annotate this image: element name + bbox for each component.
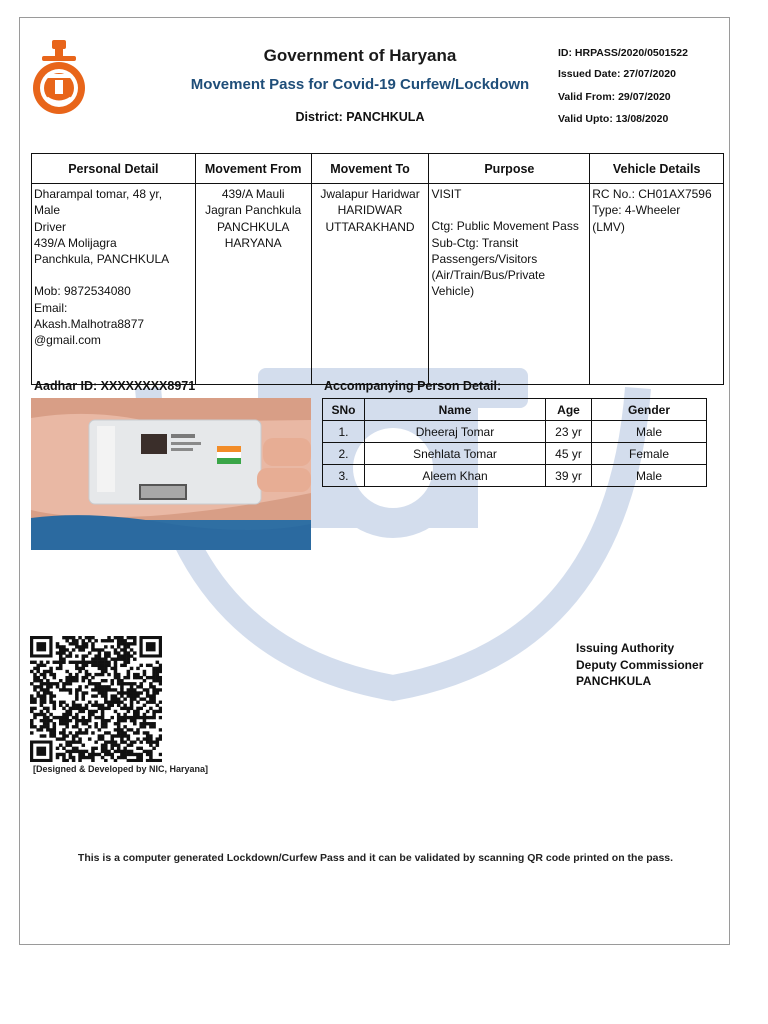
district-label: District: PANCHKULA (295, 110, 425, 124)
acc-cell-age: 45 yr (546, 443, 592, 465)
valid-from: Valid From: 29/07/2020 (558, 91, 671, 103)
header-personal-detail: Personal Detail (32, 154, 196, 184)
acc-cell-gender: Male (592, 465, 707, 487)
to-line: UTTARAKHAND (325, 219, 415, 234)
email-value: @gmail.com (34, 333, 101, 348)
purpose-line: Sub-Ctg: Transit (431, 235, 519, 250)
acc-cell-gender: Male (592, 421, 707, 443)
from-line: PANCHKULA (216, 219, 290, 234)
purpose-line: Passengers/Visitors (431, 251, 538, 266)
personal-line: 439/A Molijagra (34, 235, 117, 250)
acc-header-gender: Gender (592, 399, 707, 421)
acc-cell-sno: 3. (323, 465, 365, 487)
accompanying-person-label: Accompanying Person Detail: (324, 379, 502, 393)
issuer-line: Issuing Authority (576, 641, 675, 655)
valid-upto: Valid Upto: 13/08/2020 (558, 113, 669, 125)
purpose-cell (429, 184, 590, 385)
acc-cell-age: 23 yr (546, 421, 592, 443)
header-vehicle-details: Vehicle Details (590, 154, 724, 184)
acc-cell-name: Aleem Khan (365, 465, 546, 487)
movement-detail-table (31, 153, 724, 385)
haryana-emblem-logo (28, 40, 90, 118)
acc-cell-name: Snehlata Tomar (365, 443, 546, 465)
document-subtitle: Movement Pass for Covid-19 Curfew/Lockdown (190, 76, 530, 93)
table-row (323, 421, 707, 443)
personal-line: Panchkula, PANCHKULA (34, 252, 170, 267)
acc-cell-age: 39 yr (546, 465, 592, 487)
personal-line: Male (34, 203, 61, 218)
header-movement-to: Movement To (311, 154, 429, 184)
movement-to-cell (311, 184, 429, 385)
email-label: Email: (34, 300, 68, 315)
accompanying-person-table (322, 398, 707, 487)
mobile-number: Mob: 9872534080 (34, 284, 131, 299)
issued-date: Issued Date: 27/07/2020 (558, 68, 676, 80)
personal-line: Driver (34, 219, 66, 234)
acc-header-sno: SNo (323, 399, 365, 421)
issuer-line: PANCHKULA (576, 674, 652, 688)
document-title: Government of Haryana (263, 46, 457, 65)
header-movement-from: Movement From (195, 154, 311, 184)
vehicle-line: Type: 4-Wheeler (592, 203, 681, 218)
personal-line: Dharampal tomar, 48 yr, (34, 187, 163, 201)
to-line: HARIDWAR (337, 203, 403, 218)
issuing-authority-block (576, 640, 703, 690)
purpose-line: VISIT (431, 187, 462, 201)
movement-pass-document (19, 17, 730, 945)
table-row (323, 465, 707, 487)
acc-header-age: Age (546, 399, 592, 421)
acc-cell-gender: Female (592, 443, 707, 465)
email-value: Akash.Malhotra8877 (34, 317, 145, 332)
vehicle-line: (LMV) (592, 219, 625, 234)
issuer-line: Deputy Commissioner (576, 657, 704, 672)
aadhar-id-label: Aadhar ID: XXXXXXXX8971 (34, 379, 196, 393)
table-row (323, 443, 707, 465)
acc-header-row (323, 399, 707, 421)
from-line: Jagran Panchkula (205, 203, 302, 218)
vehicle-line: RC No.: CH01AX7596 (592, 187, 712, 201)
developer-credit: [Designed & Developed by NIC, Haryana] (33, 764, 209, 774)
acc-header-name: Name (365, 399, 546, 421)
footer-note: This is a computer generated Lockdown/Curfew Pass and it can be validated by scanning QR code printed on the pass. (77, 852, 674, 864)
movement-from-cell (195, 184, 311, 385)
personal-detail-cell (32, 184, 196, 385)
table-header-row (32, 154, 724, 184)
from-line: 439/A Mauli (221, 187, 285, 201)
vehicle-details-cell (590, 184, 724, 385)
purpose-line: Vehicle) (431, 284, 475, 299)
acc-cell-sno: 1. (323, 421, 365, 443)
acc-cell-name: Dheeraj Tomar (365, 421, 546, 443)
qr-code[interactable] (30, 636, 162, 762)
aadhar-card-photo (31, 398, 311, 550)
table-row (32, 184, 724, 385)
header-purpose: Purpose (429, 154, 590, 184)
to-line: Jwalapur Haridwar (320, 187, 420, 201)
pass-id: ID: HRPASS/2020/0501522 (558, 47, 688, 59)
from-line: HARYANA (224, 235, 282, 250)
purpose-line: (Air/Train/Bus/Private (431, 268, 546, 283)
purpose-line: Ctg: Public Movement Pass (431, 219, 579, 234)
acc-cell-sno: 2. (323, 443, 365, 465)
